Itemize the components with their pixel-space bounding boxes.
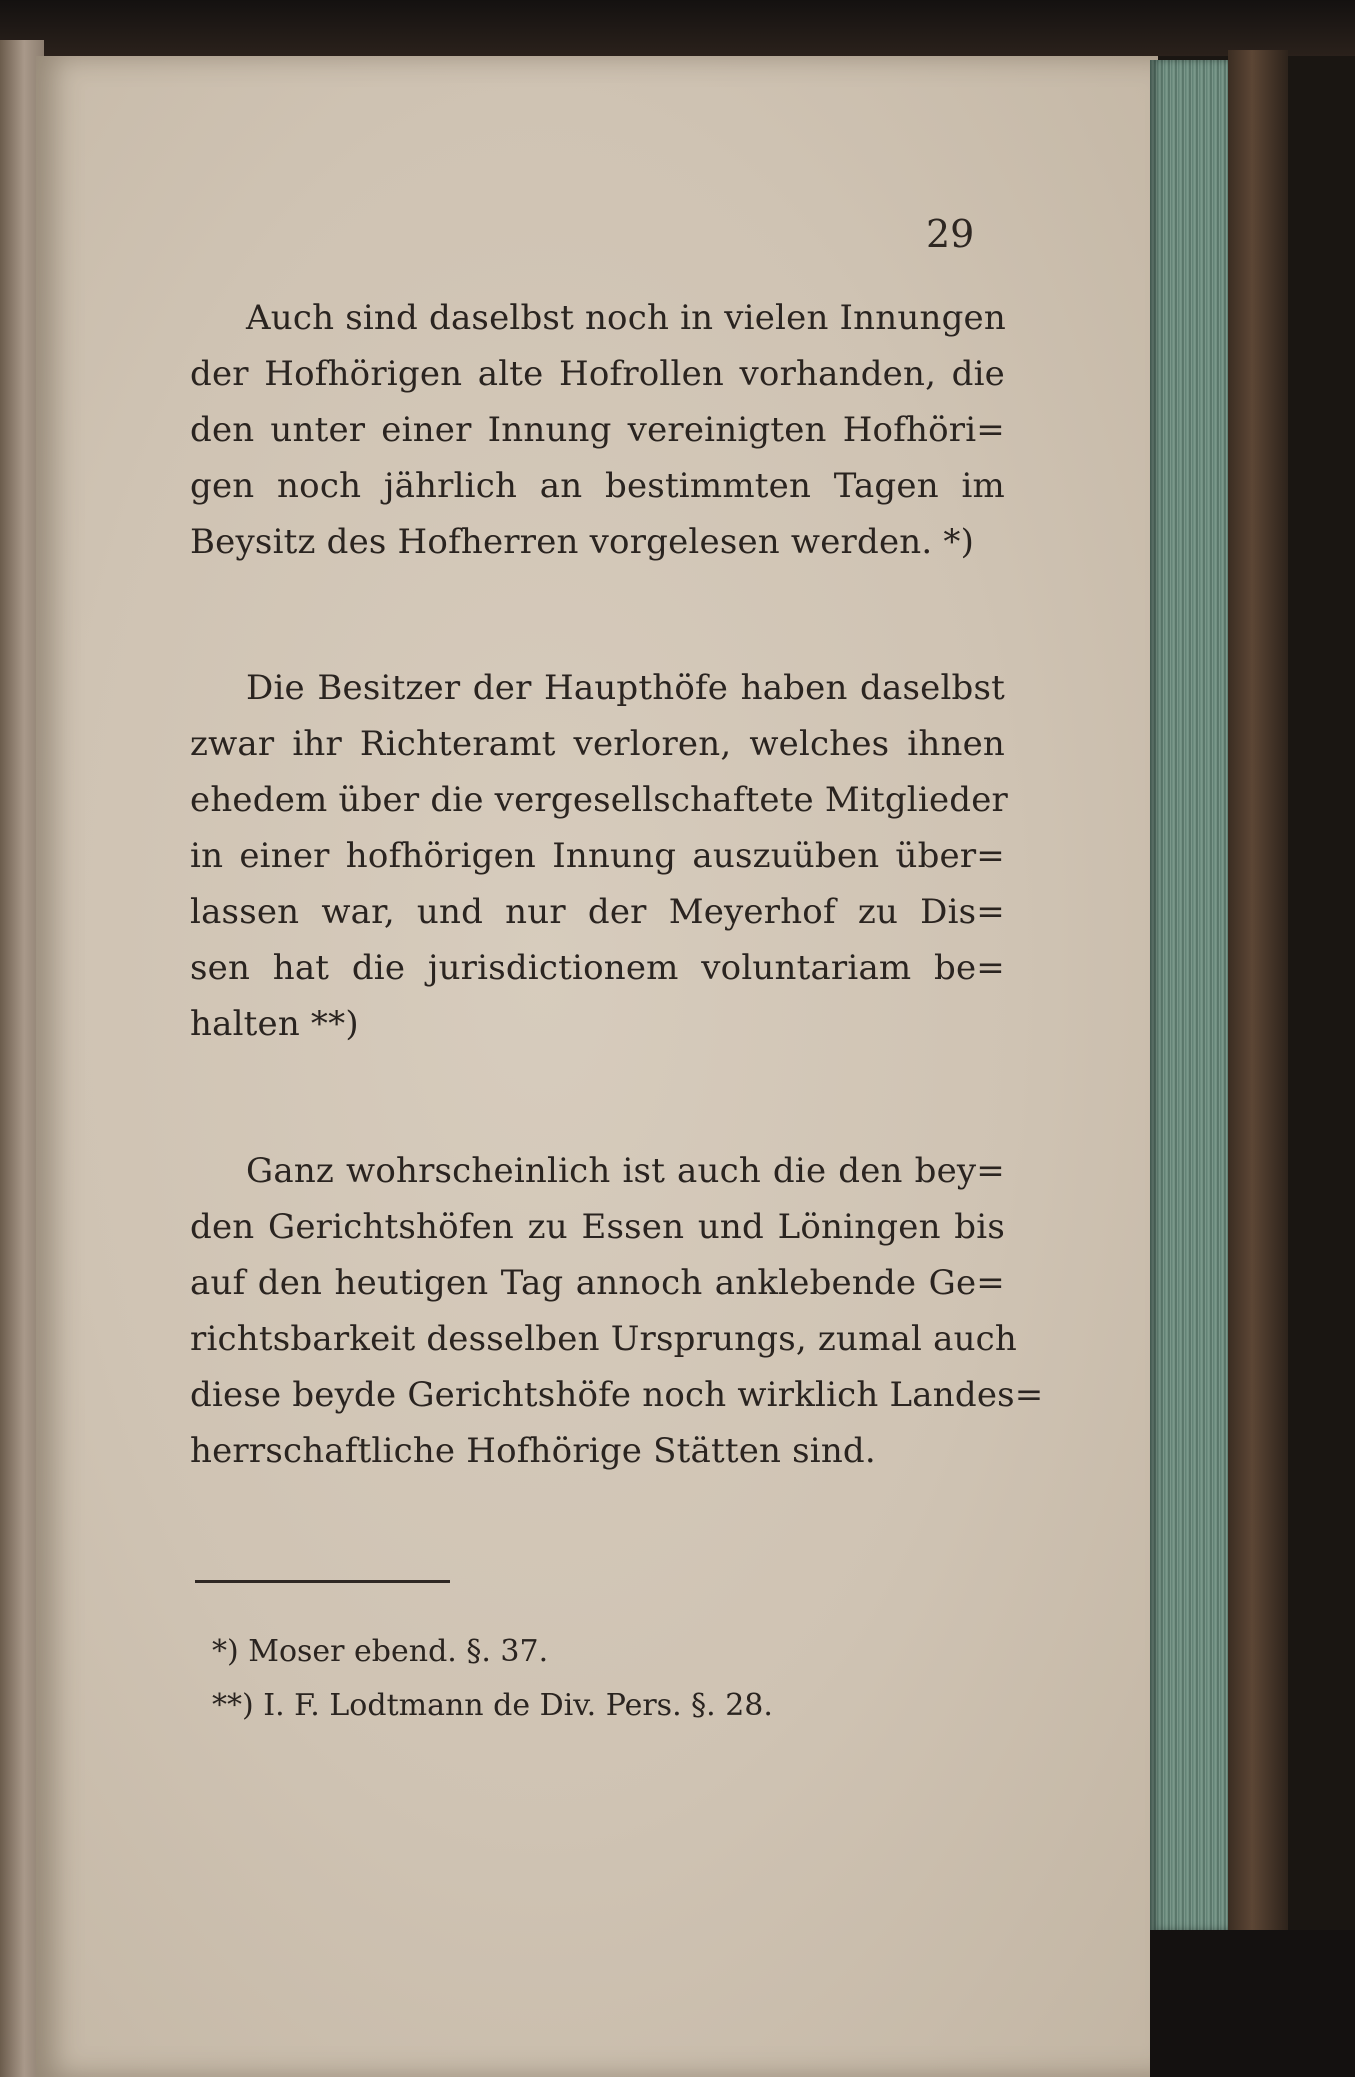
text-line: ehedem über die vergesellschaftete Mitglieder — [190, 780, 1009, 820]
text-line: auf den heutigen Tag annoch anklebende Ge= — [190, 1263, 1005, 1303]
text-line: herrschaftliche Hofhörige Stätten sind. — [190, 1431, 876, 1471]
text-line: Die Besitzer der Haupthöfe haben daselbst — [246, 668, 1005, 708]
text-line: den unter einer Innung vereinigten Hofhöri= — [190, 410, 1005, 450]
scan-background-bottom — [1150, 1930, 1355, 2077]
scan-background-top — [0, 0, 1355, 56]
paragraph-2 — [190, 660, 1009, 1052]
text-line: lassen war, und nur der Meyerhof zu Dis= — [190, 892, 1005, 932]
footnote-1: *) Moser ebend. §. 37. — [212, 1634, 549, 1669]
book-cover-edge — [1228, 50, 1288, 1940]
footnotes — [212, 1625, 932, 1733]
text-line: richtsbarkeit desselben Ursprungs, zumal auch — [190, 1319, 1018, 1359]
paragraph-1 — [190, 290, 1005, 570]
paragraph-3 — [190, 1143, 1044, 1479]
text-line: den Gerichtshöfen zu Essen und Löningen bis — [190, 1207, 1005, 1247]
text-line: Beysitz des Hofherren vorgelesen werden. *) — [190, 522, 975, 562]
footnote-divider — [195, 1580, 450, 1583]
page-number: 29 — [926, 212, 975, 256]
text-line: zwar ihr Richteramt verloren, welches ihnen — [190, 724, 1005, 764]
text-line: gen noch jährlich an bestimmten Tagen im — [190, 466, 1005, 506]
text-line: der Hofhörigen alte Hofrollen vorhanden, die — [190, 354, 1005, 394]
text-line: diese beyde Gerichtshöfe noch wirklich Landes= — [190, 1375, 1044, 1415]
text-line: halten **) — [190, 1004, 359, 1044]
text-line: in einer hofhörigen Innung auszuüben über= — [190, 836, 1005, 876]
text-line: Ganz wohrscheinlich ist auch die den bey= — [246, 1151, 1005, 1191]
text-line: Auch sind daselbst noch in vielen Innungen — [246, 298, 1006, 338]
text-line: sen hat die jurisdictionem voluntariam be= — [190, 948, 1005, 988]
footnote-2: **) I. F. Lodtmann de Div. Pers. §. 28. — [212, 1688, 773, 1723]
page-stack-edge — [1150, 60, 1230, 1930]
